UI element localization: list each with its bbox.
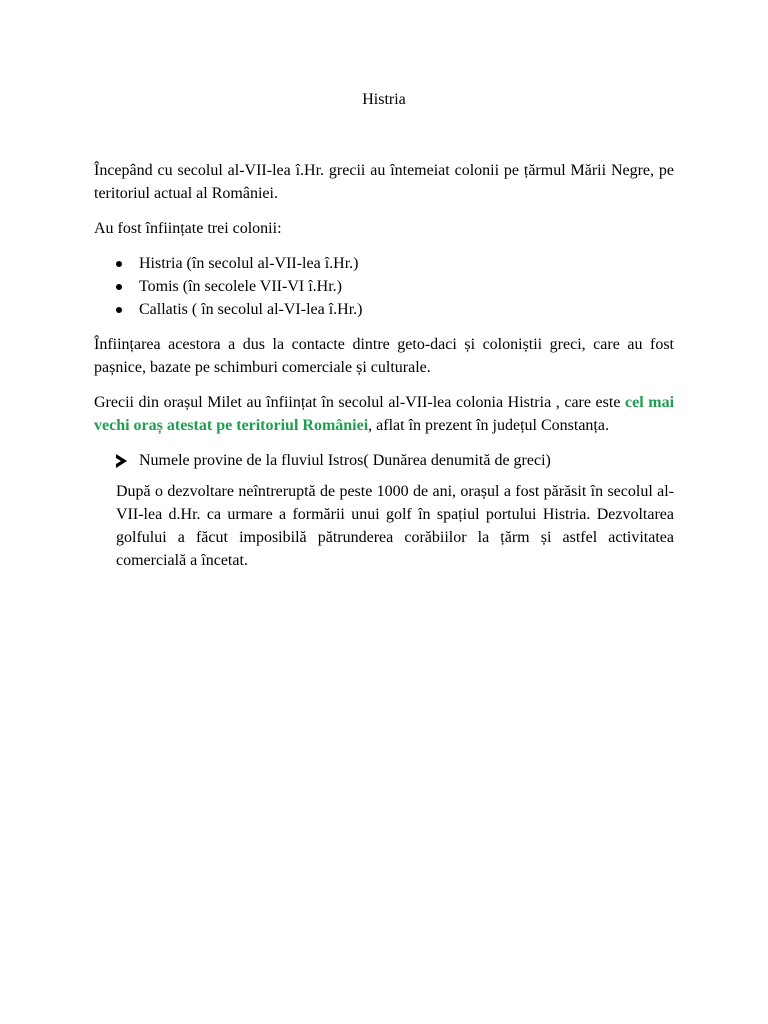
bullet-dot-icon bbox=[116, 307, 122, 313]
colony-histria: Histria (în secolul al-VII-lea î.Hr.) bbox=[139, 255, 359, 272]
document-title: Histria bbox=[362, 91, 406, 108]
list-item bbox=[94, 252, 674, 275]
name-origin-item bbox=[94, 449, 674, 472]
abandonment-paragraph: După o dezvoltare neîntreruptă de peste 1000 de ani, orașul a fost părăsit în secolul al-VII-lea d.Hr. ca urmare a formării unui golf în spațiul portului Histria. Dezvoltarea golfului a făcut imposibilă pătrunderea corăbiilor la țărm și astfel activitatea comercială a încetat. bbox=[116, 483, 674, 569]
intro-paragraph: Începând cu secolul al-VII-lea î.Hr. grecii au întemeiat colonii pe țărmul Mării Negre, pe teritoriul actual al României. bbox=[94, 162, 674, 202]
milet-text-end: , aflat în prezent în județul Constanța. bbox=[368, 417, 609, 434]
milet-paragraph bbox=[94, 391, 674, 437]
document-page bbox=[94, 88, 674, 584]
list-item bbox=[94, 298, 674, 321]
milet-text-start: Grecii din orașul Milet au înființat în secolul al-VII-lea colonia Histria , care este bbox=[94, 394, 626, 411]
arrow-bullet-icon bbox=[116, 454, 127, 468]
contacts-paragraph: Înființarea acestora a dus la contacte dintre geto-daci și coloniștii greci, care au fost pașnice, bazate pe schimburi comerciale și culturale. bbox=[94, 336, 674, 376]
colony-tomis: Tomis (în secolele VII-VI î.Hr.) bbox=[139, 278, 342, 295]
bullet-dot-icon bbox=[116, 284, 122, 290]
colonies-intro-paragraph: Au fost înființate trei colonii: bbox=[94, 220, 282, 237]
bullet-dot-icon bbox=[116, 261, 122, 267]
colony-callatis: Callatis ( în secolul al-VI-lea î.Hr.) bbox=[139, 301, 363, 318]
oldest-city-highlight: cel mai vechi oraș atestat pe teritoriul României bbox=[94, 394, 675, 434]
colonies-list bbox=[94, 252, 674, 321]
name-origin-text: Numele provine de la fluviul Istros( Dunărea denumită de greci) bbox=[139, 452, 551, 469]
list-item bbox=[94, 275, 674, 298]
